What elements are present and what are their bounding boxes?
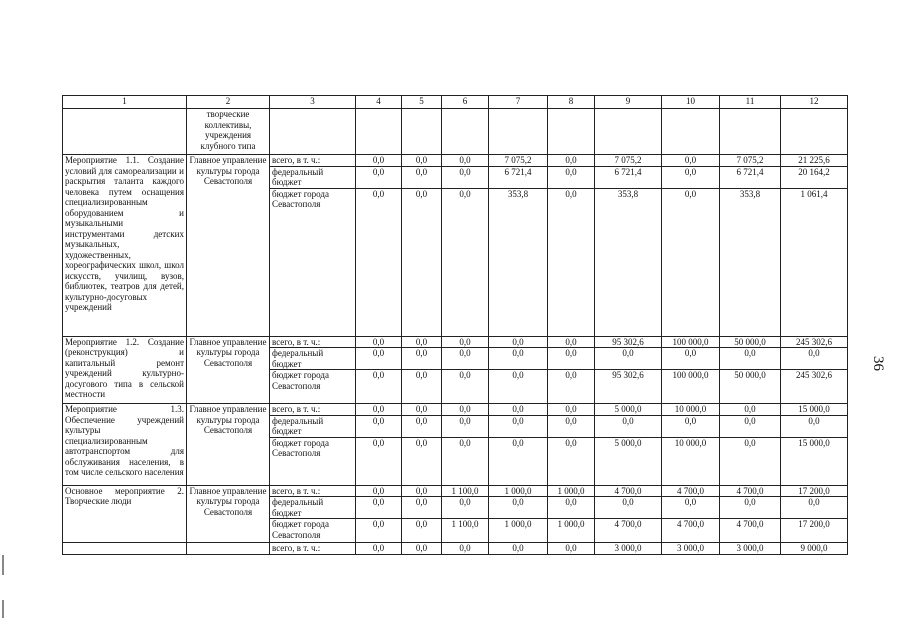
value-cell: 0,0 xyxy=(402,519,442,543)
value-cell: 0,0 xyxy=(402,485,442,497)
value-cell: 0,0 xyxy=(402,543,442,555)
header-cell: 10 xyxy=(662,96,720,109)
value-cell: 0,0 xyxy=(442,370,489,404)
value-cell: 0,0 xyxy=(356,370,402,404)
value-cell: 0,0 xyxy=(356,519,402,543)
value-cell: 0,0 xyxy=(548,166,595,188)
value-cell: 4 700,0 xyxy=(662,519,720,543)
page-number: 36 xyxy=(870,356,886,371)
value-cell: 17 200,0 xyxy=(781,485,848,497)
value-cell: 95 302,6 xyxy=(595,370,662,404)
activity-name: Мероприятие 1.1. Создание условий для самореализации и раскрытия таланта каждого человека путем оснащения специализированным оборудованием и музыкальными инструментами детских музыкальных, художественных, хореографических школ, школ искусств, училищ, вузов, библиотек, театров для детей, культурно-досуговых учреждений xyxy=(63,155,187,337)
value-cell: 100 000,0 xyxy=(662,370,720,404)
value-cell: 4 700,0 xyxy=(720,519,781,543)
value-cell: 0,0 xyxy=(356,415,402,437)
value-cell: 0,0 xyxy=(402,415,442,437)
value-cell: 10 000,0 xyxy=(662,437,720,485)
value-cell: 0,0 xyxy=(402,404,442,416)
activity-name: Мероприятие 1.2. Создание (реконструкция) и капитальный ремонт учреждений культурно-досугового типа в сельской местности xyxy=(63,336,187,404)
value-cell: 0,0 xyxy=(356,166,402,188)
table-row xyxy=(63,543,848,555)
header-cell: 7 xyxy=(489,96,548,109)
value-cell: 0,0 xyxy=(402,155,442,167)
value-cell: 3 000,0 xyxy=(595,543,662,555)
value-cell: 245 302,6 xyxy=(781,336,848,348)
value-cell: 0,0 xyxy=(356,188,402,336)
table-row xyxy=(63,485,848,497)
value-cell: 0,0 xyxy=(720,404,781,416)
value-cell: 0,0 xyxy=(720,437,781,485)
executor-cell: Главное управление культуры города Севастополя xyxy=(187,155,270,337)
value-cell: 0,0 xyxy=(402,370,442,404)
value-cell: 353,8 xyxy=(489,188,548,336)
value-cell: 0,0 xyxy=(595,415,662,437)
value-cell: 0,0 xyxy=(489,415,548,437)
funding-source: всего, в т. ч.: xyxy=(270,543,356,555)
value-cell: 0,0 xyxy=(442,404,489,416)
header-cell: 9 xyxy=(595,96,662,109)
value-cell: 0,0 xyxy=(489,404,548,416)
value-cell: 0,0 xyxy=(548,370,595,404)
table-row xyxy=(63,155,848,167)
value-cell: 6 721,4 xyxy=(489,166,548,188)
header-cell: 11 xyxy=(720,96,781,109)
value-cell: 0,0 xyxy=(548,404,595,416)
value-cell: 4 700,0 xyxy=(595,485,662,497)
value-cell: 50 000,0 xyxy=(720,370,781,404)
value-cell: 4 700,0 xyxy=(595,519,662,543)
value-cell: 0,0 xyxy=(548,188,595,336)
funding-source: федеральный бюджет xyxy=(270,415,356,437)
value-cell: 0,0 xyxy=(489,370,548,404)
value-cell: 0,0 xyxy=(356,497,402,519)
header-cell: 1 xyxy=(63,96,187,109)
header-cell: 2 xyxy=(187,96,270,109)
funding-source: бюджет города Севастополя xyxy=(270,370,356,404)
value-cell: 0,0 xyxy=(662,415,720,437)
table-row xyxy=(63,404,848,416)
value-cell: 0,0 xyxy=(548,348,595,370)
table-row xyxy=(63,336,848,348)
value-cell: 0,0 xyxy=(402,437,442,485)
value-cell: 0,0 xyxy=(548,336,595,348)
value-cell: 0,0 xyxy=(548,437,595,485)
value-cell: 5 000,0 xyxy=(595,437,662,485)
funding-source: федеральный бюджет xyxy=(270,348,356,370)
value-cell: 0,0 xyxy=(548,155,595,167)
value-cell: 0,0 xyxy=(489,543,548,555)
value-cell: 353,8 xyxy=(720,188,781,336)
value-cell: 20 164,2 xyxy=(781,166,848,188)
continuation-row xyxy=(63,109,848,155)
budget-table xyxy=(62,95,848,555)
value-cell: 7 075,2 xyxy=(595,155,662,167)
value-cell: 0,0 xyxy=(442,155,489,167)
value-cell: 0,0 xyxy=(595,497,662,519)
value-cell: 0,0 xyxy=(442,166,489,188)
value-cell: 0,0 xyxy=(402,348,442,370)
value-cell: 245 302,6 xyxy=(781,370,848,404)
value-cell: 0,0 xyxy=(489,497,548,519)
funding-source: бюджет города Севастополя xyxy=(270,188,356,336)
activity-name: Основное мероприятие 2. Творческие люди xyxy=(63,485,187,543)
value-cell: 0,0 xyxy=(356,404,402,416)
value-cell: 15 000,0 xyxy=(781,437,848,485)
value-cell: 4 700,0 xyxy=(720,485,781,497)
executor-cell: Главное управление культуры города Севастополя xyxy=(187,485,270,543)
value-cell: 0,0 xyxy=(781,348,848,370)
header-cell: 8 xyxy=(548,96,595,109)
value-cell: 50 000,0 xyxy=(720,336,781,348)
header-cell: 12 xyxy=(781,96,848,109)
value-cell: 0,0 xyxy=(720,497,781,519)
column-number-row xyxy=(63,96,848,109)
activity-name: Мероприятие 1.3. Обеспечение учреждений культуры специализированным автотранспортом для обслуживания населения, в том числе сельского населения xyxy=(63,404,187,486)
value-cell: 5 000,0 xyxy=(595,404,662,416)
value-cell: 0,0 xyxy=(402,497,442,519)
value-cell: 1 000,0 xyxy=(548,485,595,497)
value-cell: 10 000,0 xyxy=(662,404,720,416)
value-cell: 0,0 xyxy=(356,155,402,167)
value-cell: 4 700,0 xyxy=(662,485,720,497)
value-cell: 0,0 xyxy=(548,415,595,437)
value-cell: 0,0 xyxy=(402,188,442,336)
value-cell: 0,0 xyxy=(720,415,781,437)
value-cell: 0,0 xyxy=(356,485,402,497)
value-cell: 21 225,6 xyxy=(781,155,848,167)
value-cell: 0,0 xyxy=(662,155,720,167)
value-cell: 15 000,0 xyxy=(781,404,848,416)
value-cell: 0,0 xyxy=(442,543,489,555)
value-cell: 0,0 xyxy=(662,188,720,336)
executor-cell: творческие коллективы, учреждения клубного типа xyxy=(187,109,270,155)
funding-source: бюджет города Севастополя xyxy=(270,437,356,485)
value-cell: 1 000,0 xyxy=(548,519,595,543)
value-cell: 9 000,0 xyxy=(781,543,848,555)
value-cell: 0,0 xyxy=(720,348,781,370)
value-cell: 6 721,4 xyxy=(720,166,781,188)
value-cell: 0,0 xyxy=(442,437,489,485)
value-cell: 0,0 xyxy=(662,348,720,370)
value-cell: 0,0 xyxy=(489,437,548,485)
funding-source: всего, в т. ч.: xyxy=(270,336,356,348)
value-cell: 3 000,0 xyxy=(662,543,720,555)
header-cell: 3 xyxy=(270,96,356,109)
value-cell: 0,0 xyxy=(442,348,489,370)
value-cell: 0,0 xyxy=(356,437,402,485)
value-cell: 0,0 xyxy=(548,497,595,519)
value-cell: 0,0 xyxy=(595,348,662,370)
value-cell: 6 721,4 xyxy=(595,166,662,188)
funding-source: всего, в т. ч.: xyxy=(270,155,356,167)
value-cell: 0,0 xyxy=(356,336,402,348)
value-cell: 0,0 xyxy=(489,348,548,370)
funding-source: бюджет города Севастополя xyxy=(270,519,356,543)
funding-source: федеральный бюджет xyxy=(270,497,356,519)
value-cell: 7 075,2 xyxy=(489,155,548,167)
value-cell: 0,0 xyxy=(442,336,489,348)
value-cell: 7 075,2 xyxy=(720,155,781,167)
value-cell: 1 100,0 xyxy=(442,519,489,543)
value-cell: 100 000,0 xyxy=(662,336,720,348)
value-cell: 0,0 xyxy=(402,336,442,348)
value-cell: 0,0 xyxy=(781,415,848,437)
value-cell: 353,8 xyxy=(595,188,662,336)
value-cell: 17 200,0 xyxy=(781,519,848,543)
activity-groups xyxy=(63,155,848,543)
value-cell: 1 000,0 xyxy=(489,519,548,543)
value-cell: 0,0 xyxy=(402,166,442,188)
value-cell: 1 061,4 xyxy=(781,188,848,336)
value-cell: 0,0 xyxy=(489,336,548,348)
funding-source: всего, в т. ч.: xyxy=(270,485,356,497)
scan-mark xyxy=(2,600,4,618)
value-cell: 0,0 xyxy=(548,543,595,555)
header-cell: 5 xyxy=(402,96,442,109)
value-cell: 95 302,6 xyxy=(595,336,662,348)
value-cell: 0,0 xyxy=(442,415,489,437)
value-cell: 0,0 xyxy=(442,497,489,519)
value-cell: 0,0 xyxy=(356,348,402,370)
scan-mark xyxy=(2,555,4,575)
funding-source: федеральный бюджет xyxy=(270,166,356,188)
executor-cell: Главное управление культуры города Севастополя xyxy=(187,336,270,404)
value-cell: 0,0 xyxy=(442,188,489,336)
header-cell: 4 xyxy=(356,96,402,109)
value-cell: 1 000,0 xyxy=(489,485,548,497)
executor-cell: Главное управление культуры города Севастополя xyxy=(187,404,270,486)
funding-source: всего, в т. ч.: xyxy=(270,404,356,416)
value-cell: 0,0 xyxy=(356,543,402,555)
value-cell: 0,0 xyxy=(662,166,720,188)
header-cell: 6 xyxy=(442,96,489,109)
value-cell: 1 100,0 xyxy=(442,485,489,497)
value-cell: 0,0 xyxy=(781,497,848,519)
value-cell: 0,0 xyxy=(662,497,720,519)
value-cell: 3 000,0 xyxy=(720,543,781,555)
